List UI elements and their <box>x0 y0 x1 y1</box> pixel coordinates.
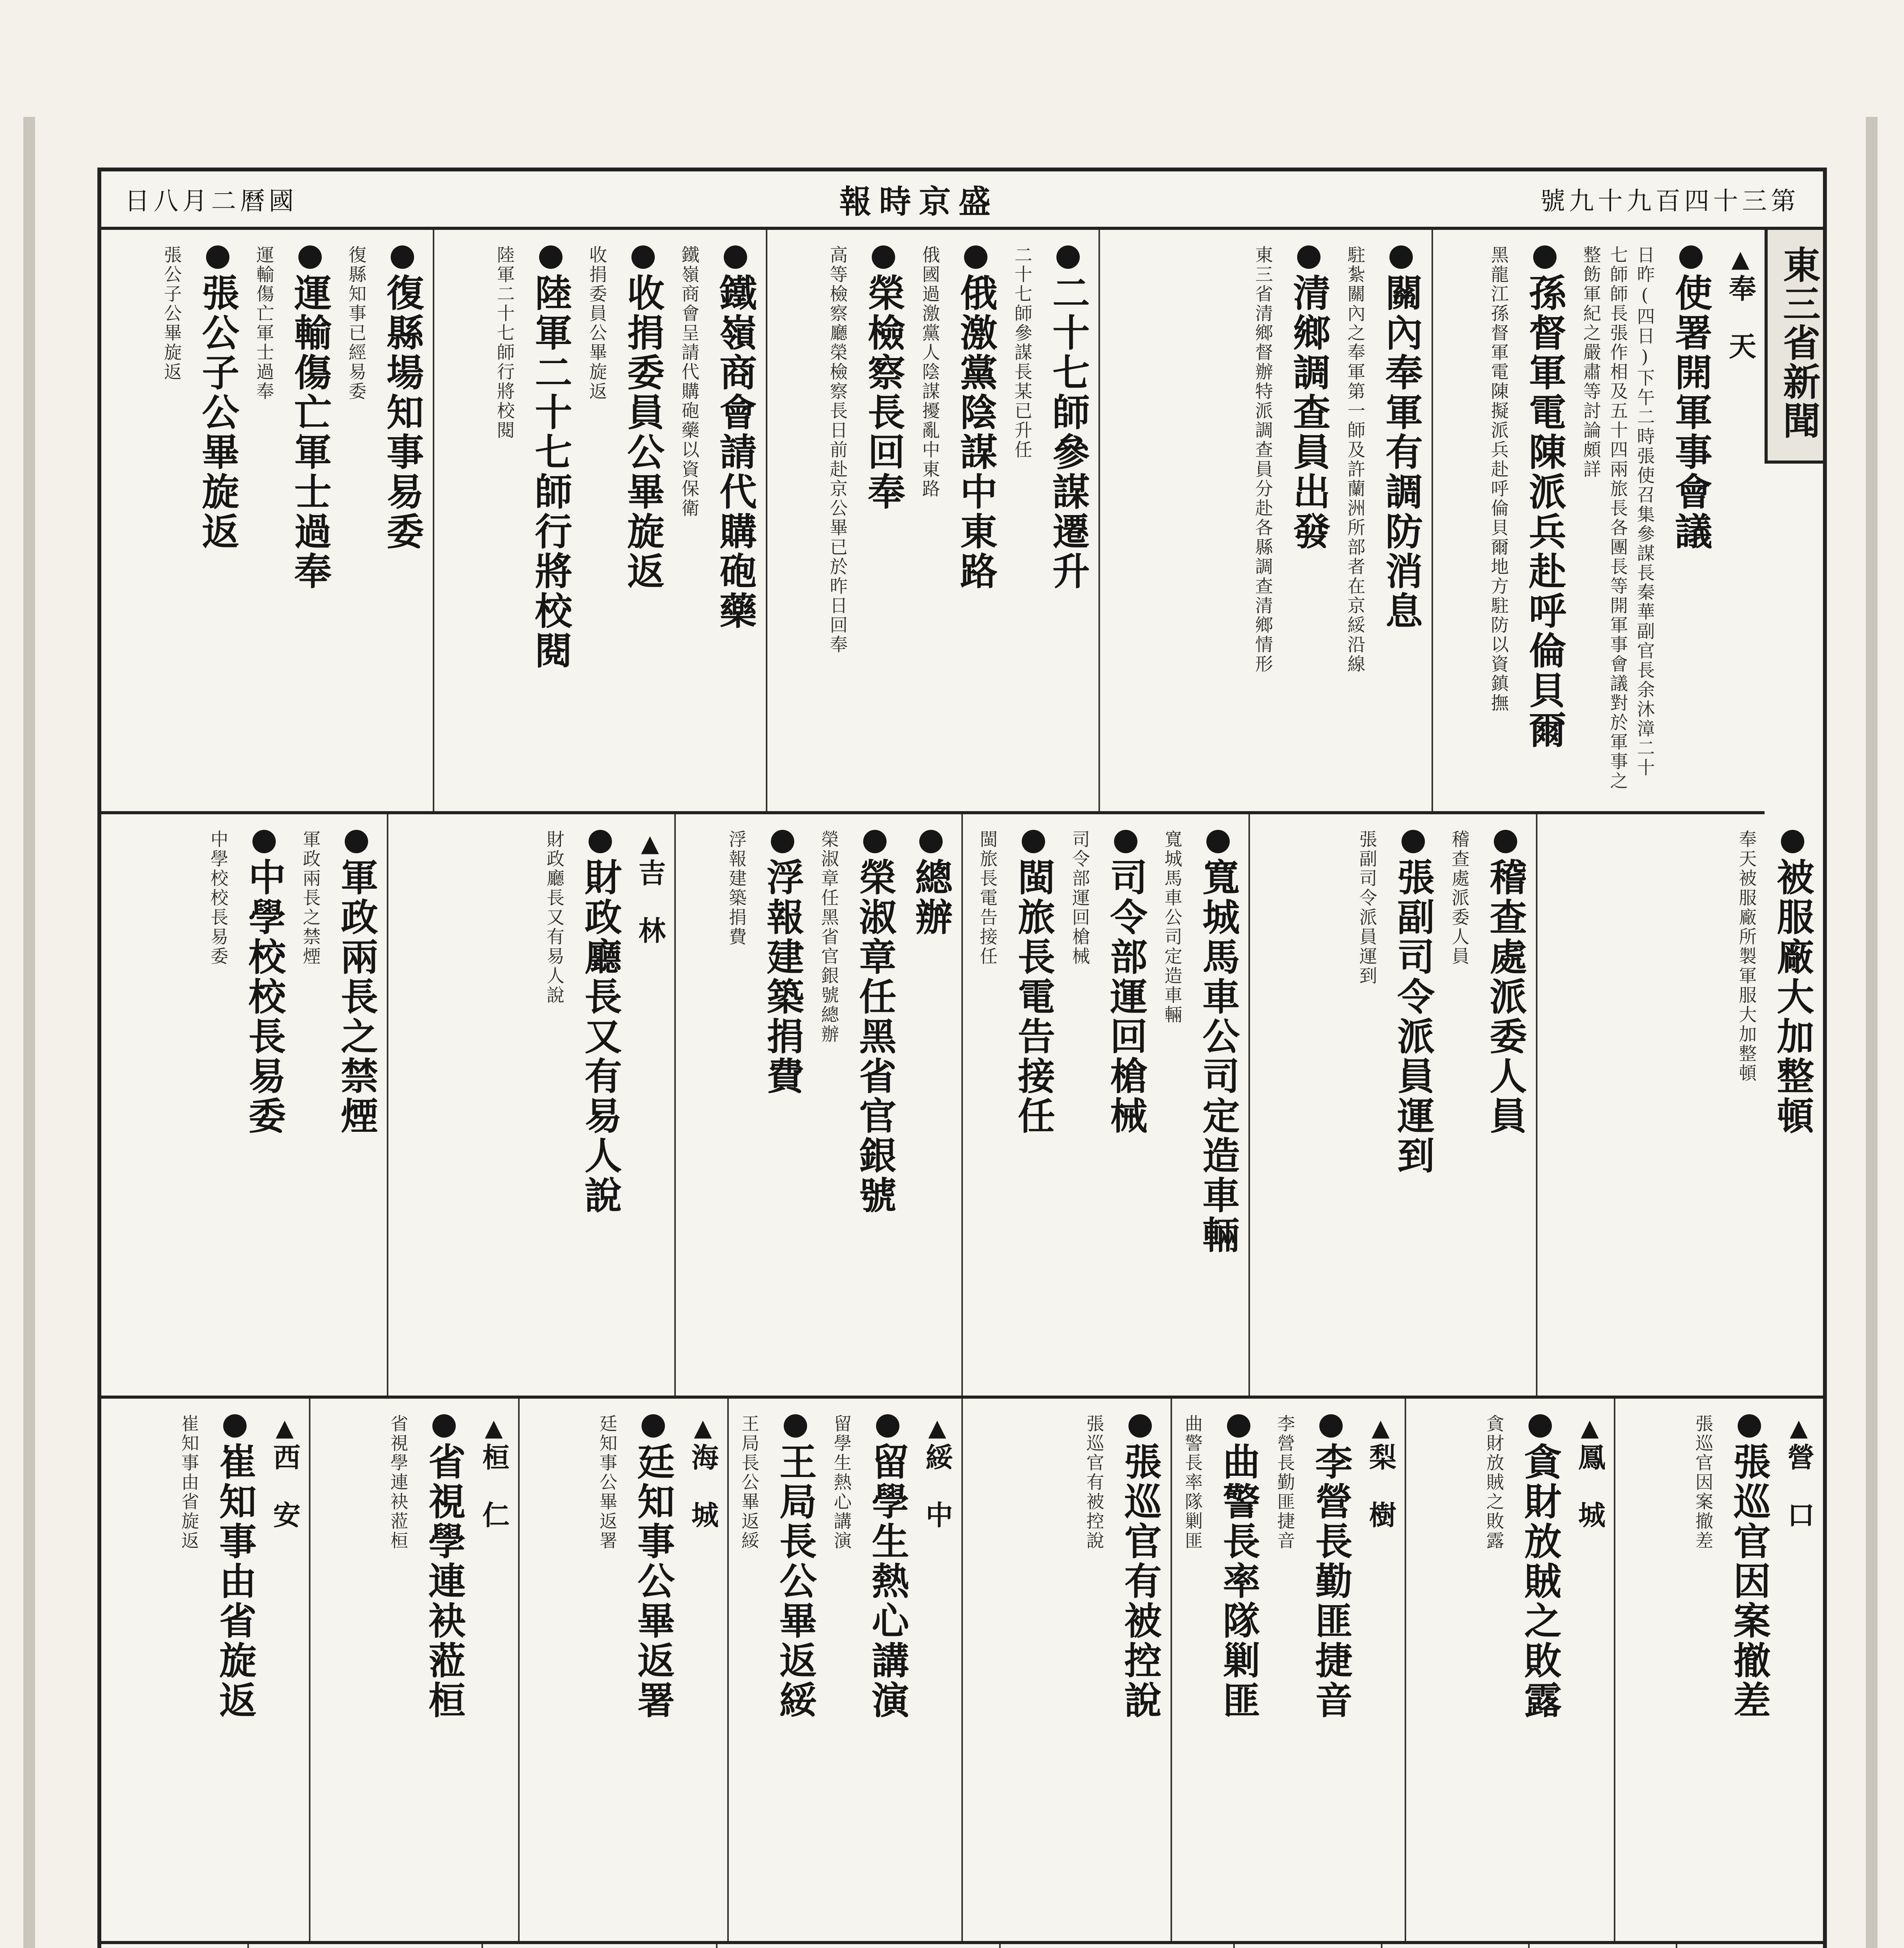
article-headline <box>1517 1414 1564 1925</box>
news-column <box>727 1399 962 1941</box>
news-column <box>1171 1399 1405 1941</box>
article-headline-text: 司令部運回槍械 <box>1104 858 1148 1136</box>
section-label <box>1765 230 1823 464</box>
bullet-icon <box>1297 245 1320 269</box>
article-headline-text: 李營長勤匪捷音 <box>1309 1442 1353 1720</box>
news-column <box>1381 1944 1528 1948</box>
newspaper-page <box>97 168 1827 1948</box>
column-dateline: ▲ 西 安 <box>268 1414 302 1925</box>
bullet-icon <box>252 830 276 853</box>
news-column <box>766 230 1099 811</box>
article-body: 二十七師參謀長某已升任 <box>1012 245 1033 460</box>
masthead-date: 日八月二曆國 <box>125 187 298 216</box>
masthead <box>101 171 1823 230</box>
article-headline <box>852 830 898 1380</box>
article-headline <box>287 245 333 796</box>
bullet-icon <box>1533 245 1557 269</box>
article-headline-text: 張公子公畢旋返 <box>196 273 240 552</box>
article-body: 中學校校長易委 <box>208 830 229 966</box>
column-dateline: ▲ 綏 中 <box>920 1414 955 1925</box>
article-headline <box>1308 1414 1354 1925</box>
article-body: 復縣知事已經易委 <box>346 245 367 401</box>
article-headline-text: 收捐委員公畢旋返 <box>621 273 665 591</box>
news-column <box>1248 814 1536 1396</box>
bullet-icon <box>298 245 322 269</box>
bullet-icon <box>642 1414 665 1438</box>
bullet-icon <box>589 830 612 853</box>
column-dateline: ▲ 桓 仁 <box>477 1414 511 1925</box>
article-headline-text: 寬城馬車公司定造車輛 <box>1196 858 1241 1255</box>
article-headline <box>1117 1414 1164 1925</box>
article-headline <box>712 245 759 796</box>
article-body: 財政廳長又有易人說 <box>544 830 565 1005</box>
article-headline-text: 孫督軍電陳派兵赴呼倫貝爾 <box>1523 273 1567 750</box>
article-headline <box>1010 830 1057 1380</box>
article-headline-text: 總辦 <box>909 858 954 937</box>
article-headline-text: 二十七師參謀遷升 <box>1046 273 1091 591</box>
article-headline <box>1102 830 1149 1380</box>
article-headline <box>908 830 954 1380</box>
article-headline <box>630 1414 677 1925</box>
article-body: 浮報建築捐費 <box>726 830 747 947</box>
article-headline <box>860 245 907 796</box>
news-column <box>1405 1399 1614 1941</box>
article-body: 廷知事公畢返署 <box>597 1414 618 1551</box>
bullet-icon <box>1128 1414 1152 1438</box>
article-headline <box>1521 245 1568 796</box>
article-body: 黑龍江孫督軍電陳擬派兵赴呼倫貝爾地方駐防以資鎮撫 <box>1488 245 1509 713</box>
article-headline-text: 關內奉軍有調防消息 <box>1379 273 1424 631</box>
bullet-icon <box>964 245 987 269</box>
article-headline-text: 張副司令派員運到 <box>1391 858 1435 1176</box>
article-headline <box>421 1414 467 1925</box>
bullet-icon <box>1679 245 1703 269</box>
news-column <box>101 814 387 1396</box>
article-body: 軍政兩長之禁煙 <box>300 830 321 966</box>
bullet-icon <box>1056 245 1080 269</box>
column-dateline: ▲ 梨 樹 <box>1364 1414 1398 1925</box>
bullet-icon <box>784 1414 807 1438</box>
article-headline <box>527 245 574 796</box>
article-headline-text: 廷知事公畢返署 <box>631 1442 676 1720</box>
bullet-icon <box>1494 830 1517 853</box>
article-headline-text: 運輸傷亡軍士過奉 <box>288 273 332 591</box>
article-headline-text: 鐵嶺商會請代購砲藥 <box>713 273 758 631</box>
bullet-icon <box>919 830 943 853</box>
article-headline <box>1390 830 1437 1380</box>
news-column <box>1432 230 1765 811</box>
article-headline <box>1668 245 1714 796</box>
article-body: 稽查處派委人員 <box>1449 830 1470 966</box>
article-headline-text: 軍政兩長之禁煙 <box>335 858 379 1136</box>
news-column <box>433 230 766 811</box>
article-body: 寬城馬車公司定造車輛 <box>1162 830 1183 1025</box>
bullet-icon <box>872 245 895 269</box>
article-headline-text: 王局長公畢返綏 <box>773 1442 818 1720</box>
article-headline-text: 閩旅長電告接任 <box>1012 858 1056 1136</box>
bullet-icon <box>1781 830 1804 853</box>
article-body: 王局長公畢返綏 <box>739 1414 760 1551</box>
bullet-icon <box>223 1414 247 1438</box>
column-dateline: ▲ 海 城 <box>686 1414 720 1925</box>
news-column <box>674 814 961 1396</box>
tier-1 <box>101 230 1765 814</box>
bullet-icon <box>1738 1414 1761 1438</box>
bullet-icon <box>1528 1414 1552 1438</box>
article-headline-text: 留學生熱心講演 <box>866 1442 910 1720</box>
article-headline-text: 崔知事由省旋返 <box>213 1442 257 1720</box>
page-body <box>101 230 1823 1948</box>
bullet-icon <box>876 1414 899 1438</box>
article-headline <box>1195 830 1241 1380</box>
article-headline-text: 浮報建築捐費 <box>761 858 805 1096</box>
news-column <box>1528 1944 1676 1948</box>
news-column <box>481 1944 716 1948</box>
article-headline <box>1215 1414 1262 1925</box>
tier-4 <box>101 1944 1823 1948</box>
article-headline <box>379 245 426 796</box>
article-body: 收捐委員公畢旋返 <box>586 245 608 401</box>
article-headline-text: 俄激黨陰謀中東路 <box>954 273 998 591</box>
article-headline-text: 張巡官有被控說 <box>1118 1442 1162 1720</box>
article-body: 陸軍二十七師行將校閱 <box>494 245 515 440</box>
article-headline-text: 被服廠大加整頓 <box>1771 858 1815 1136</box>
news-column <box>999 1944 1234 1948</box>
article-body: 張公子公畢旋返 <box>161 245 182 382</box>
news-column <box>1614 1399 1823 1941</box>
bullet-icon <box>1389 245 1413 269</box>
article-body: 高等檢察廳榮檢察長日前赴京公畢已於昨日回奉 <box>827 245 848 655</box>
news-column <box>309 1399 518 1941</box>
bullet-icon <box>1402 830 1425 853</box>
article-body: 鐵嶺商會呈請代購砲藥以資保衛 <box>679 245 700 518</box>
article-headline <box>772 1414 819 1925</box>
binding-edge-left <box>23 117 35 1948</box>
news-column <box>387 814 674 1396</box>
article-body: 司令部運回槍械 <box>1069 830 1091 966</box>
news-column <box>1676 1944 1823 1948</box>
news-column <box>961 814 1248 1396</box>
article-headline <box>1482 830 1529 1380</box>
article-headline-text: 張巡官因案撤差 <box>1727 1442 1772 1720</box>
article-body: 李營長勤匪捷音 <box>1274 1414 1296 1551</box>
news-column <box>101 1399 309 1941</box>
article-headline-text: 使署開軍事會議 <box>1669 273 1713 552</box>
bullet-icon <box>1022 830 1045 853</box>
article-headline-text: 榮檢察長回奉 <box>862 273 906 512</box>
article-headline <box>241 830 287 1380</box>
article-headline <box>864 1414 911 1925</box>
news-column <box>716 1944 999 1948</box>
article-headline-text: 曲警長率隊剿匪 <box>1216 1442 1261 1720</box>
article-headline-text: 稽查處派委人員 <box>1483 858 1528 1136</box>
bullet-icon <box>724 245 747 269</box>
article-body: 留學生熱心講演 <box>831 1414 852 1551</box>
news-column <box>101 1944 247 1948</box>
bullet-icon <box>1114 830 1137 853</box>
article-headline <box>1285 245 1332 796</box>
article-headline-text: 財政廳長又有易人說 <box>578 858 623 1216</box>
bullet-icon <box>539 245 562 269</box>
bullet-icon <box>1227 1414 1250 1438</box>
article-body: 俄國過激黨人陰謀擾亂中東路 <box>919 245 941 499</box>
column-dateline: ▲ 奉 天 <box>1724 245 1758 796</box>
article-headline-text: 榮淑章任黑省官銀號 <box>853 858 897 1216</box>
section-label-text: 東三省新聞 <box>1777 245 1821 440</box>
bullet-icon <box>345 830 368 853</box>
article-headline <box>1378 245 1424 796</box>
tier-3 <box>101 1399 1823 1944</box>
news-column <box>247 1944 482 1948</box>
article-body: 張巡官因案撤差 <box>1692 1414 1714 1551</box>
article-body: 張巡官有被控說 <box>1083 1414 1105 1551</box>
tier-2 <box>101 814 1823 1399</box>
article-headline <box>212 1414 258 1925</box>
article-headline-text: 復縣場知事易委 <box>380 273 425 552</box>
bullet-icon <box>1206 830 1230 853</box>
article-headline <box>333 830 380 1380</box>
article-body: 張副司令派員運到 <box>1356 830 1378 986</box>
column-dateline: ▲ 營 口 <box>1782 1414 1816 1925</box>
news-column <box>1536 814 1823 1396</box>
article-body: 榮淑章任黑省官銀號總辦 <box>818 830 840 1044</box>
bullet-icon <box>863 830 887 853</box>
article-body: 貪財放賊之敗露 <box>1483 1414 1505 1551</box>
article-headline <box>1726 1414 1773 1925</box>
article-headline <box>1769 830 1816 1380</box>
article-headline-text: 中學校校長易委 <box>242 858 287 1136</box>
bullet-icon <box>631 245 655 269</box>
bullet-icon <box>1319 1414 1343 1438</box>
article-headline-text: 清鄉調查員出發 <box>1287 273 1331 552</box>
news-column <box>1098 230 1432 811</box>
news-column <box>518 1399 727 1941</box>
article-body: 閩旅長電告接任 <box>977 830 998 966</box>
article-headline <box>1045 245 1091 796</box>
article-body: 奉天被服廠所製軍服大加整頓 <box>1736 830 1757 1083</box>
article-headline-text: 省視學連袂蒞桓 <box>422 1442 467 1720</box>
bullet-icon <box>771 830 794 853</box>
column-dateline: ▲ 鳳 城 <box>1573 1414 1607 1925</box>
article-headline <box>952 245 999 796</box>
bullet-icon <box>206 245 229 269</box>
bullet-icon <box>432 1414 456 1438</box>
masthead-paper-name: 報時京盛 <box>839 183 998 221</box>
news-column <box>961 1399 1171 1941</box>
article-headline <box>194 245 241 796</box>
article-headline-text: 貪財放賊之敗露 <box>1518 1442 1562 1720</box>
news-column <box>101 230 433 811</box>
article-headline-text: 陸軍二十七師行將校閱 <box>529 273 573 671</box>
article-body: 運輸傷亡軍士過奉 <box>253 245 275 401</box>
masthead-issue: 號九十九百四十三第 <box>1540 187 1800 216</box>
article-body: 省視學連袂蒞桓 <box>388 1414 409 1551</box>
bullet-icon <box>391 245 414 269</box>
article-body: 駐紮關內之奉軍第一師及許蘭洲所部者在京綏沿線 <box>1345 245 1366 674</box>
article-body: 東三省清鄉督辦特派調查員分赴各縣調查清鄉情形 <box>1252 245 1274 674</box>
article-body: 崔知事由省旋返 <box>178 1414 200 1551</box>
article-body: 日昨(四日)下午二時張使召集參謀長秦華副官長余沐漳二十七師師長張作相及五十四兩旅長各團長等開軍事會議對於軍事之整飭軍紀之嚴肅等討論頗詳 <box>1580 245 1655 791</box>
article-headline <box>577 830 624 1380</box>
column-dateline: ▲ 吉 林 <box>633 830 667 1380</box>
article-body: 曲警長率隊剿匪 <box>1182 1414 1203 1551</box>
article-headline <box>620 245 666 796</box>
article-headline <box>759 830 806 1380</box>
binding-edge-right <box>1866 117 1878 1948</box>
news-column <box>1233 1944 1381 1948</box>
